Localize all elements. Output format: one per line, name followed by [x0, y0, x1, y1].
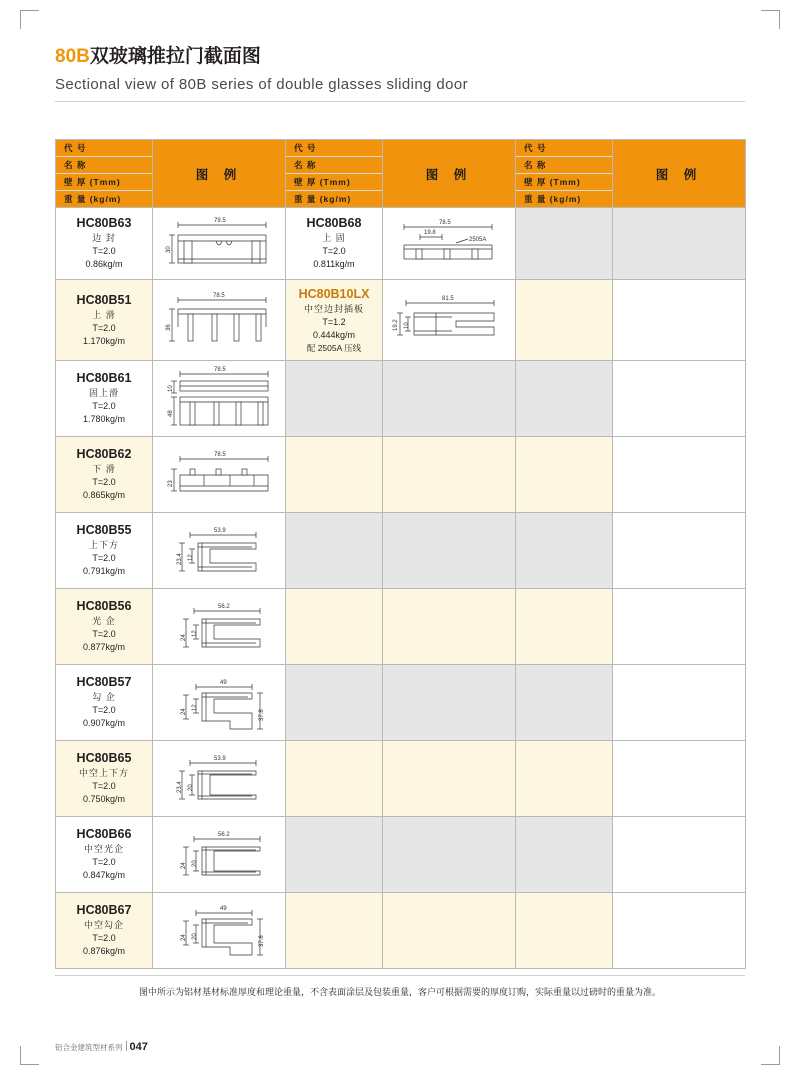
profile-weight: 1.170kg/m	[82, 335, 126, 346]
profile-code: HC80B65	[76, 751, 132, 765]
header-divider	[55, 101, 745, 102]
profile-thickness: T=2.0	[92, 857, 116, 867]
empty-figure-cell	[383, 817, 516, 893]
profile-figure	[153, 743, 285, 815]
svg-text:23.4: 23.4	[177, 780, 183, 793]
profile-weight: 0.907kg/m	[82, 718, 126, 728]
svg-text:24: 24	[181, 861, 187, 869]
empty-figure-cell	[613, 665, 746, 741]
header-label-weight: 重 量 (kg/m)	[516, 191, 612, 207]
profile-thickness: T=2.0	[92, 553, 116, 563]
profile-info-cell	[56, 361, 153, 437]
svg-text:20: 20	[192, 859, 198, 867]
profile-figure	[153, 211, 285, 277]
profile-weight: 0.876kg/m	[82, 946, 126, 956]
empty-info-cell	[286, 589, 383, 665]
footer-divider	[55, 975, 745, 976]
header-figure-col1: 图 例	[153, 140, 286, 208]
empty-figure-cell	[613, 893, 746, 969]
profile-info-cell	[56, 589, 153, 665]
profile-thickness: T=2.0	[92, 246, 116, 256]
profile-weight: 1.780kg/m	[82, 414, 126, 424]
profile-figure-cell	[153, 741, 286, 817]
profile-figure-cell	[153, 208, 286, 280]
profile-code: HC80B61	[76, 371, 132, 385]
page-title-accent: 80B	[55, 46, 90, 67]
profile-thickness: T=2.0	[322, 246, 346, 256]
profile-code: HC80B51	[76, 292, 132, 307]
profile-extra-note: 配 2505A 压线	[306, 343, 362, 353]
footnote-text: 图中所示为铝材基材标准厚度和理论重量，不含表面涂层及包装重量，客户可根据需要的厚度订购，实际重量以过磅时的重量为准。	[138, 987, 661, 997]
profile-weight: 0.86kg/m	[85, 259, 123, 269]
profile-info-cell	[286, 280, 383, 361]
svg-text:56.2: 56.2	[218, 603, 230, 610]
empty-figure-cell	[613, 817, 746, 893]
empty-figure-cell	[613, 589, 746, 665]
svg-text:24: 24	[181, 933, 187, 941]
page-footer	[55, 1041, 148, 1053]
profile-weight: 0.877kg/m	[82, 642, 126, 652]
profile-thickness: T=2.0	[92, 477, 116, 487]
svg-text:12: 12	[192, 703, 198, 711]
profile-code: HC80B63	[76, 216, 132, 230]
profile-name: 勾 企	[92, 692, 116, 702]
table-row	[56, 280, 746, 361]
profile-figure-cell	[153, 437, 286, 513]
profile-figure	[153, 515, 285, 587]
empty-figure-cell	[383, 437, 516, 513]
empty-info-cell	[286, 741, 383, 817]
table-header-row	[56, 140, 746, 208]
header-figure-col3: 图 例	[613, 140, 746, 208]
svg-text:23: 23	[168, 479, 174, 487]
table-row	[56, 437, 746, 513]
profile-info-cell	[56, 893, 153, 969]
header-label-weight: 重 量 (kg/m)	[56, 191, 152, 207]
header-label-name: 名 称	[286, 157, 382, 174]
profile-info-cell	[56, 208, 153, 280]
profile-thickness: T=2.0	[92, 781, 116, 791]
profile-info-cell	[286, 208, 383, 280]
empty-figure-cell	[383, 665, 516, 741]
page-title-en: Sectional view of 80B series of double glasses sliding door	[55, 76, 468, 93]
crop-mark-bottom-left	[20, 1046, 39, 1065]
profile-info-cell	[56, 817, 153, 893]
profile-figure-cell	[153, 817, 286, 893]
profile-code: HC80B67	[76, 903, 132, 917]
svg-text:30: 30	[166, 245, 172, 253]
profile-thickness: T=2.0	[92, 322, 116, 333]
profile-name: 边 封	[92, 233, 116, 243]
page-title-cn	[55, 44, 745, 70]
header-label-code: 代 号	[286, 140, 382, 157]
empty-info-cell	[516, 280, 613, 361]
profile-code: HC80B55	[76, 523, 132, 537]
svg-text:12: 12	[192, 629, 198, 637]
profile-thickness: T=1.2	[322, 317, 346, 327]
empty-figure-cell	[613, 437, 746, 513]
table-row	[56, 513, 746, 589]
header-label-code: 代 号	[516, 140, 612, 157]
svg-text:56.2: 56.2	[218, 831, 230, 838]
svg-text:12: 12	[188, 553, 194, 561]
profile-figure-cell	[153, 665, 286, 741]
header-label-thickness: 壁 厚 (Tmm)	[56, 174, 152, 191]
profile-code: HC80B57	[76, 675, 132, 689]
svg-text:37.8: 37.8	[259, 708, 265, 721]
empty-figure-cell	[383, 893, 516, 969]
profile-info-cell	[56, 513, 153, 589]
profile-name: 上 滑	[92, 309, 116, 320]
svg-text:53.9: 53.9	[214, 755, 226, 762]
header-label-thickness: 壁 厚 (Tmm)	[286, 174, 382, 191]
profile-code: HC80B66	[76, 827, 132, 841]
profile-figure-cell	[383, 208, 516, 280]
svg-text:78.5: 78.5	[439, 219, 451, 226]
profile-info-cell	[56, 665, 153, 741]
empty-info-cell	[286, 817, 383, 893]
table-row	[56, 589, 746, 665]
profile-name: 中空上下方	[78, 768, 129, 778]
profile-name: 上下方	[88, 540, 119, 550]
svg-text:49: 49	[220, 679, 227, 686]
empty-info-cell	[516, 437, 613, 513]
svg-text:81.5: 81.5	[442, 296, 454, 302]
profile-table	[55, 139, 746, 969]
empty-info-cell	[516, 665, 613, 741]
profile-thickness: T=2.0	[92, 401, 116, 411]
empty-info-cell	[286, 893, 383, 969]
profile-weight: 0.750kg/m	[82, 794, 126, 804]
profile-figure-cell	[153, 893, 286, 969]
svg-text:19.2: 19.2	[393, 319, 399, 331]
profile-thickness: T=2.0	[92, 629, 116, 639]
header-labels-col2	[286, 140, 383, 208]
profile-figure	[153, 667, 285, 739]
empty-info-cell	[286, 665, 383, 741]
empty-figure-cell	[613, 280, 746, 361]
empty-info-cell	[516, 893, 613, 969]
profile-name: 中空勾企	[83, 920, 124, 930]
svg-text:78.5: 78.5	[214, 451, 226, 458]
header-labels-col3	[516, 140, 613, 208]
profile-code: HC80B62	[76, 447, 132, 461]
header-figure-col2: 图 例	[383, 140, 516, 208]
table-row	[56, 665, 746, 741]
empty-info-cell	[516, 208, 613, 280]
profile-figure	[153, 895, 285, 967]
profile-figure	[383, 211, 515, 277]
svg-text:10: 10	[168, 384, 174, 392]
profile-info-cell	[56, 741, 153, 817]
profile-figure	[153, 439, 285, 511]
empty-figure-cell	[613, 741, 746, 817]
empty-figure-cell	[613, 513, 746, 589]
empty-info-cell	[516, 589, 613, 665]
table-row	[56, 361, 746, 437]
profile-figure	[153, 591, 285, 663]
profile-info-cell	[56, 280, 153, 361]
table-row	[56, 741, 746, 817]
svg-text:2505A: 2505A	[469, 236, 487, 243]
page-footer-label: 铝合金建筑型材系列	[55, 1043, 123, 1052]
svg-text:53.9: 53.9	[214, 527, 226, 534]
table-row	[56, 893, 746, 969]
profile-weight: 0.847kg/m	[82, 870, 126, 880]
profile-figure-cell	[383, 280, 516, 361]
empty-figure-cell	[613, 361, 746, 437]
svg-text:23.4: 23.4	[177, 552, 183, 565]
page-header	[55, 44, 745, 102]
svg-text:19.8: 19.8	[424, 229, 436, 236]
profile-figure	[153, 363, 285, 435]
crop-mark-top-left	[20, 10, 39, 29]
profile-code: HC80B68	[306, 216, 362, 230]
profile-code: HC80B56	[76, 599, 132, 613]
table-row	[56, 817, 746, 893]
svg-text:24: 24	[181, 707, 187, 715]
empty-figure-cell	[383, 361, 516, 437]
header-label-name: 名 称	[56, 157, 152, 174]
header-label-thickness: 壁 厚 (Tmm)	[516, 174, 612, 191]
svg-text:37.8: 37.8	[259, 934, 265, 947]
crop-mark-bottom-right	[761, 1046, 780, 1065]
profile-figure-cell	[153, 589, 286, 665]
profile-thickness: T=2.0	[92, 933, 116, 943]
page-footer-separator	[126, 1041, 127, 1051]
empty-figure-cell	[383, 741, 516, 817]
profile-weight: 0.811kg/m	[313, 259, 355, 269]
empty-info-cell	[516, 513, 613, 589]
empty-figure-cell	[613, 208, 746, 280]
svg-text:48: 48	[168, 409, 174, 417]
header-label-code: 代 号	[56, 140, 152, 157]
profile-name: 固上滑	[88, 388, 119, 398]
empty-info-cell	[286, 437, 383, 513]
profile-figure-cell	[153, 513, 286, 589]
profile-figure	[383, 287, 515, 353]
table-row	[56, 208, 746, 280]
profile-figure	[153, 287, 285, 353]
svg-text:79.5: 79.5	[214, 217, 226, 224]
profile-name: 上 固	[322, 233, 346, 243]
empty-figure-cell	[383, 589, 516, 665]
header-label-weight: 重 量 (kg/m)	[286, 191, 382, 207]
profile-weight: 0.865kg/m	[82, 490, 126, 500]
profile-figure-cell	[153, 280, 286, 361]
empty-info-cell	[286, 513, 383, 589]
svg-text:10: 10	[404, 322, 410, 329]
svg-text:36: 36	[166, 324, 172, 331]
profile-figure-cell	[153, 361, 286, 437]
profile-figure	[153, 819, 285, 891]
profile-weight: 0.791kg/m	[82, 566, 126, 576]
empty-info-cell	[516, 817, 613, 893]
profile-info-cell	[56, 437, 153, 513]
svg-text:20: 20	[188, 783, 194, 791]
svg-text:20: 20	[192, 932, 198, 940]
header-labels-col1	[56, 140, 153, 208]
crop-mark-top-right	[761, 10, 780, 29]
page-number: 047	[129, 1041, 148, 1053]
profile-name: 中空光企	[83, 844, 124, 854]
profile-name: 光 企	[92, 616, 116, 626]
profile-weight: 0.444kg/m	[312, 330, 356, 340]
empty-info-cell	[516, 741, 613, 817]
svg-text:24: 24	[181, 633, 187, 641]
profile-name: 下 滑	[92, 464, 116, 474]
page-title-rest: 双玻璃推拉门截面图	[89, 46, 261, 67]
header-label-name: 名 称	[516, 157, 612, 174]
profile-code: HC80B10LX	[298, 287, 370, 301]
svg-text:78.5: 78.5	[213, 293, 225, 299]
empty-figure-cell	[383, 513, 516, 589]
svg-text:78.5: 78.5	[214, 366, 226, 373]
profile-thickness: T=2.0	[92, 705, 116, 715]
profile-name: 中空边封插板	[303, 304, 364, 314]
empty-info-cell	[286, 361, 383, 437]
empty-info-cell	[516, 361, 613, 437]
svg-text:49: 49	[220, 905, 227, 912]
